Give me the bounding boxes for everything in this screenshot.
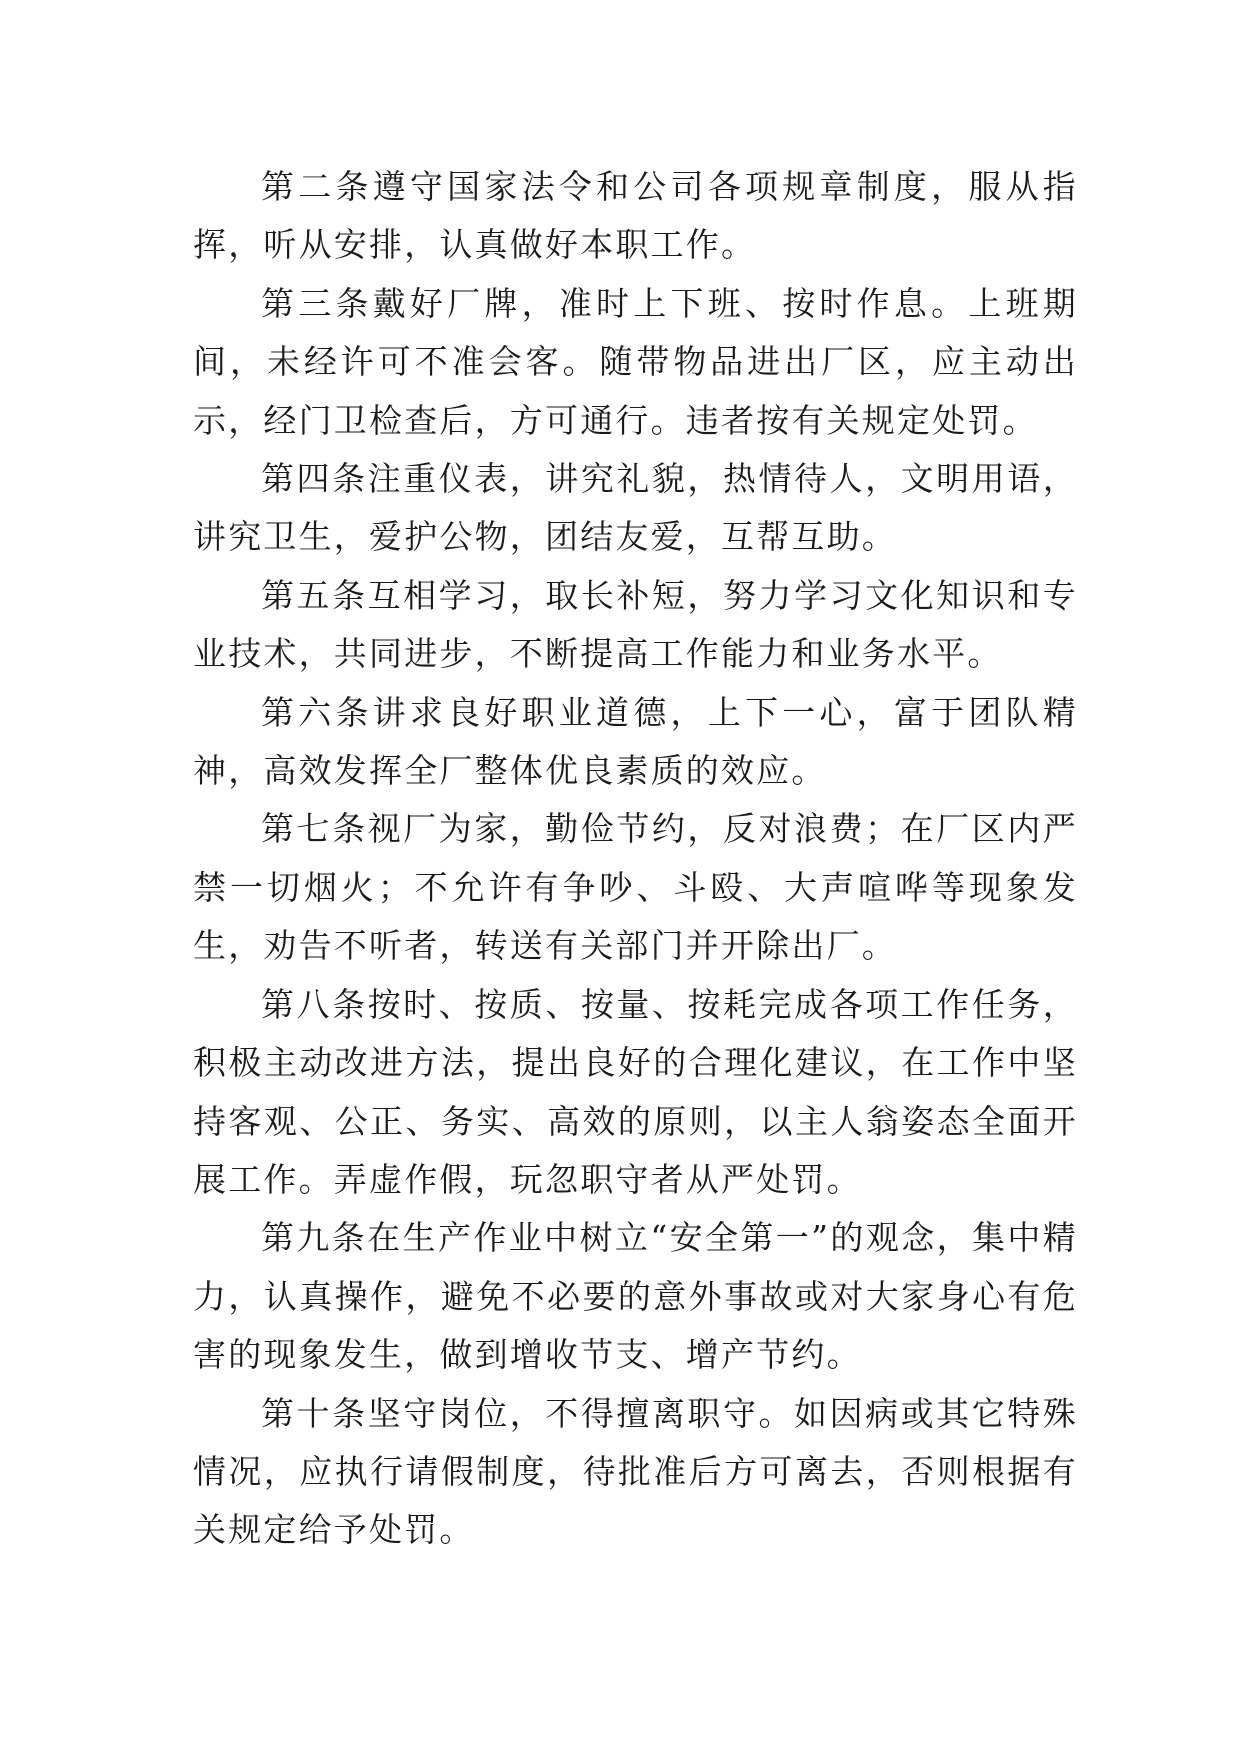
document-body bbox=[193, 158, 1078, 1560]
article-6-paragraph: 第六条讲求良好职业道德，上下一心，富于团队精神，高效发挥全厂整体优良素质的效应。 bbox=[193, 692, 1078, 791]
article-3-paragraph: 第三条戴好厂牌，准时上下班、按时作息。上班期间，未经许可不准会客。随带物品进出厂区，应主动出示，经门卫检查后，方可通行。违者按有关规定处罚。 bbox=[193, 283, 1078, 440]
article-4-paragraph: 第四条注重仪表，讲究礼貌，热情待人，文明用语，讲究卫生，爱护公物，团结友爱，互帮互助。 bbox=[193, 459, 1078, 557]
article-8-paragraph: 第八条按时、按质、按量、按耗完成各项工作任务，积极主动改进方法，提出良好的合理化建议，在工作中坚持客观、公正、务实、高效的原则，以主人翁姿态全面开展工作。弄虚作假，玩忽职守者从严处罚。 bbox=[193, 984, 1078, 1199]
article-7-paragraph: 第七条视厂为家，勤俭节约，反对浪费；在厂区内严禁一切烟火；不允许有争吵、斗殴、大声喧哗等现象发生，劝告不听者，转送有关部门并开除出厂。 bbox=[193, 809, 1078, 966]
article-2-paragraph: 第二条遵守国家法令和公司各项规章制度，服从指挥，听从安排，认真做好本职工作。 bbox=[193, 167, 1078, 265]
article-10-paragraph: 第十条坚守岗位，不得擅离职守。如因病或其它特殊情况，应执行请假制度，待批准后方可离去，否则根据有关规定给予处罚。 bbox=[193, 1393, 1078, 1550]
article-5-paragraph: 第五条互相学习，取长补短，努力学习文化知识和专业技术，共同进步，不断提高工作能力和业务水平。 bbox=[193, 575, 1078, 674]
article-9-paragraph: 第九条在生产作业中树立“安全第一”的观念，集中精力，认真操作，避免不必要的意外事故或对大家身心有危害的现象发生，做到增收节支、增产节约。 bbox=[193, 1218, 1078, 1375]
